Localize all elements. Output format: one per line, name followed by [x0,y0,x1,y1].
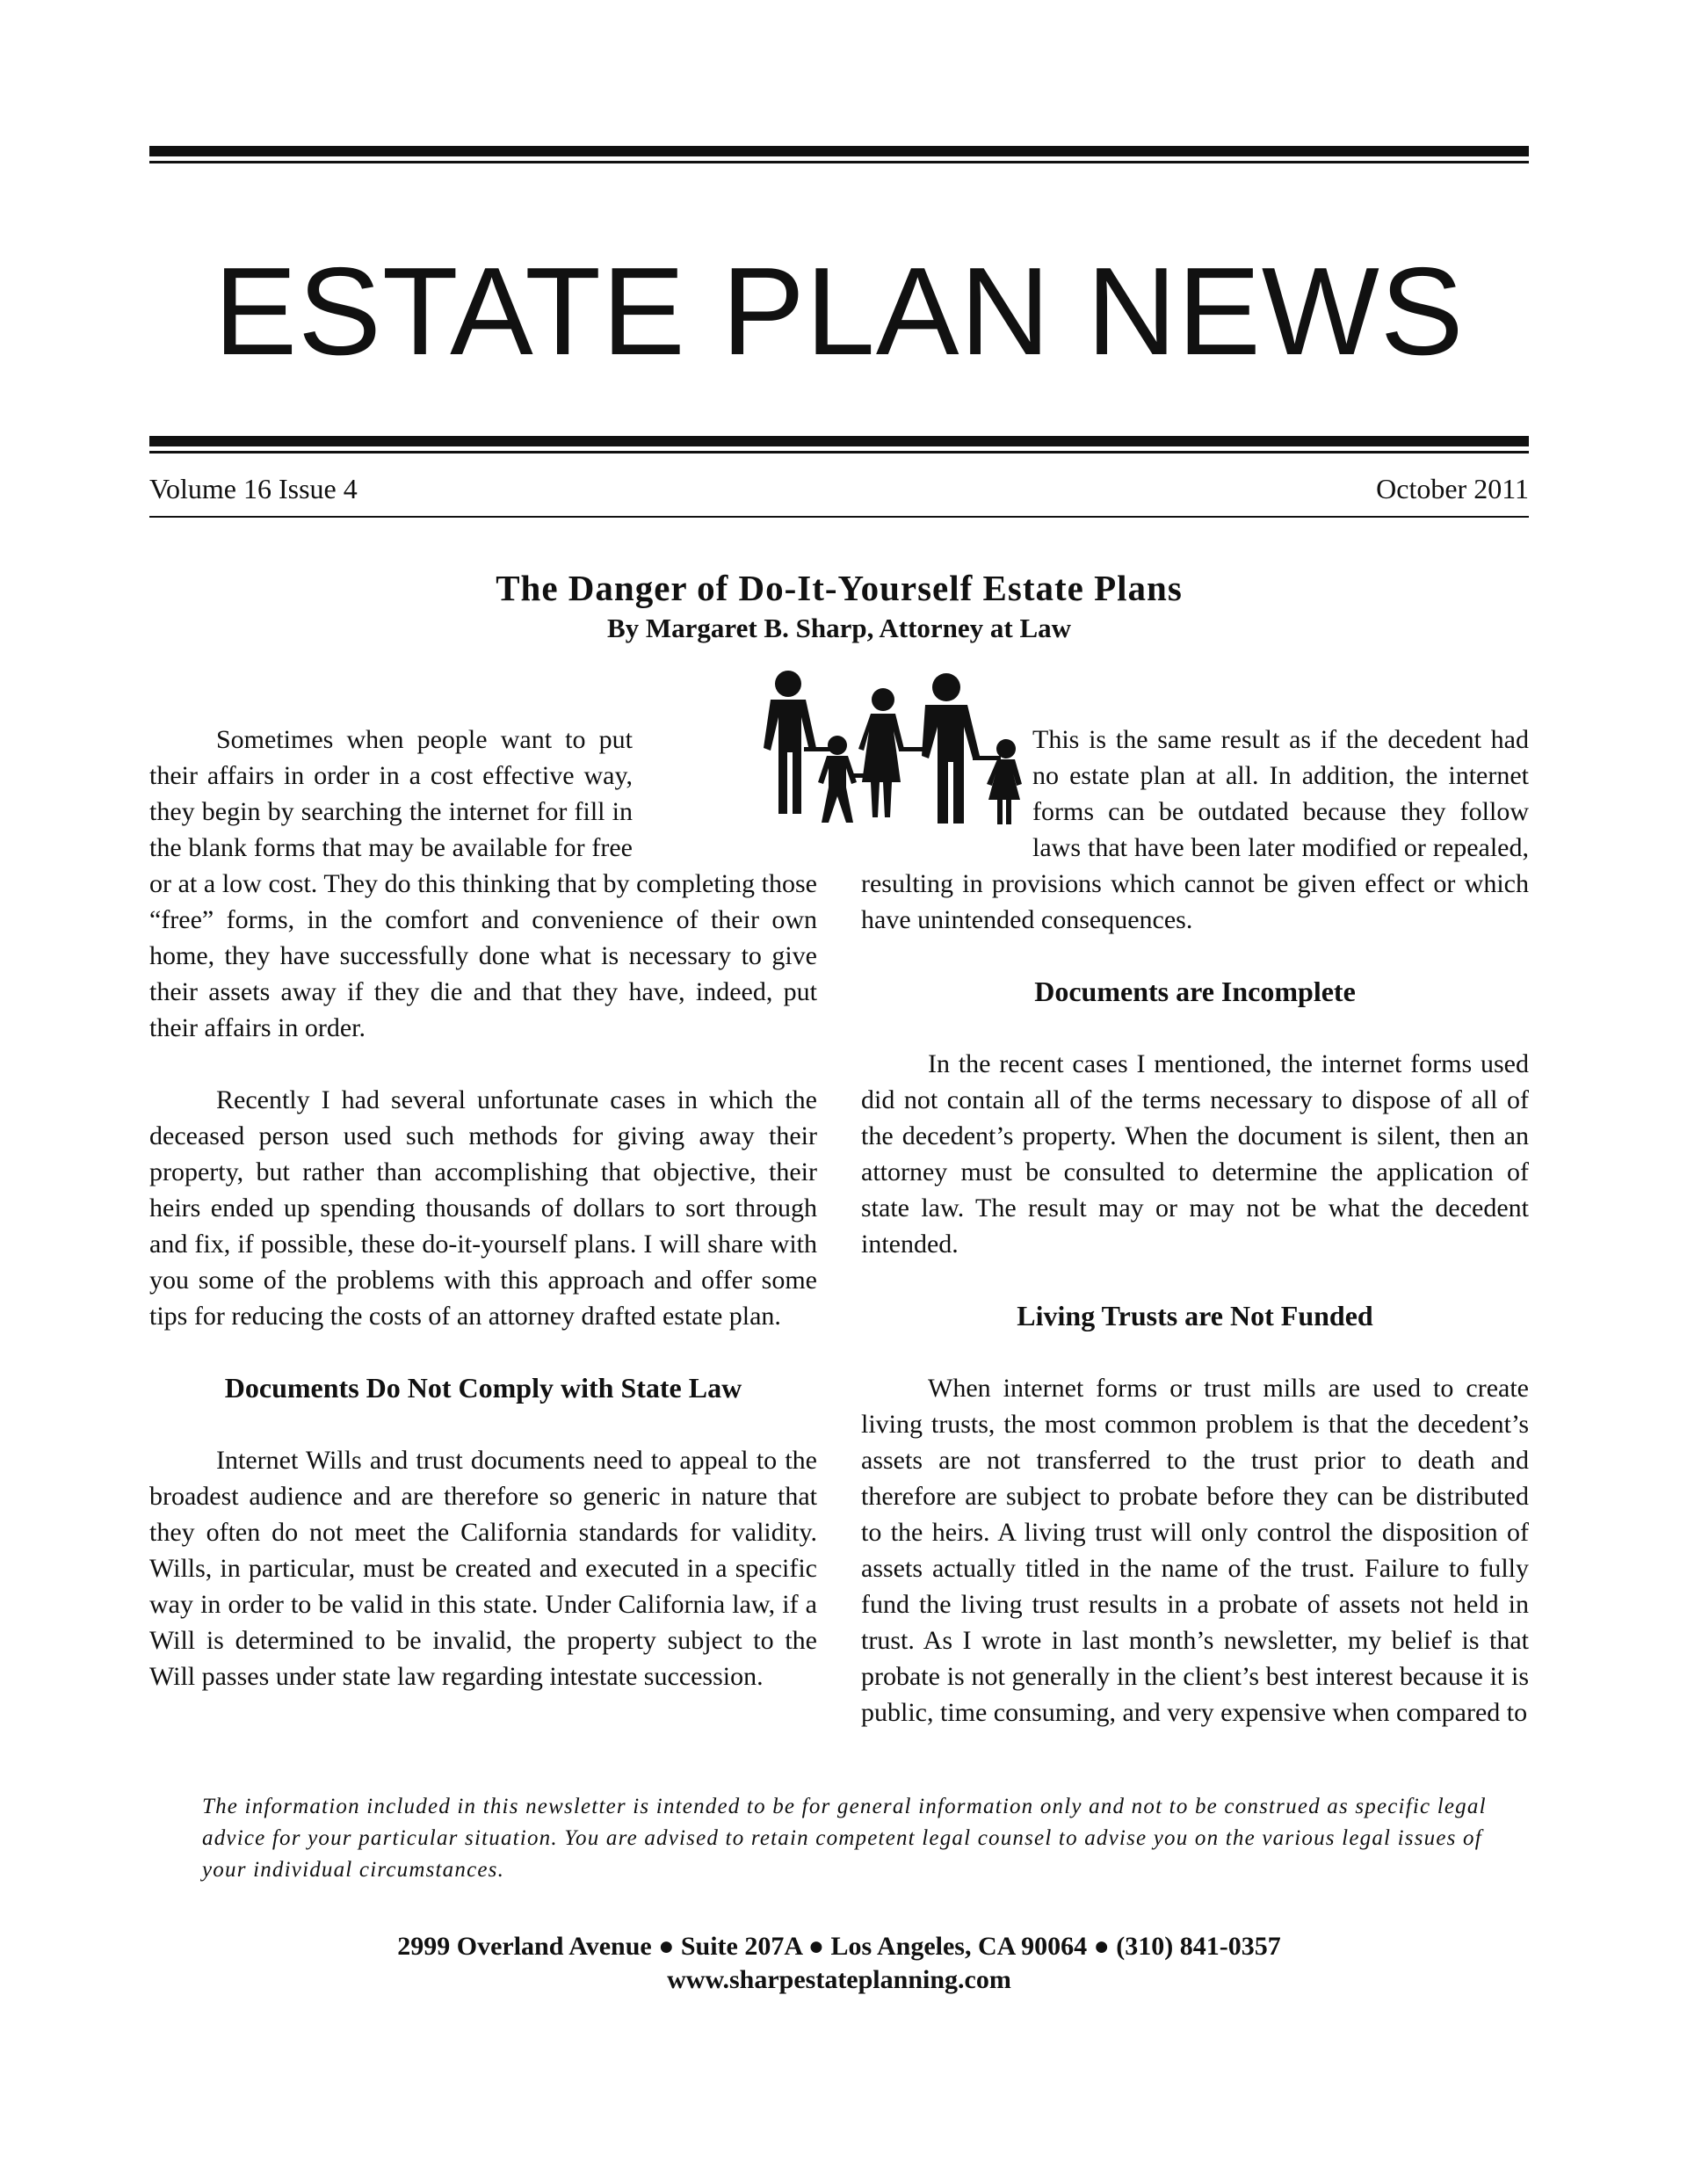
mid-rule [149,436,1529,446]
paragraph: In the recent cases I mentioned, the internet forms used did not contain all of the terms necessary to dispose of all of the decedent’s property. When the document is silent, then an attorney must be consulted to determine the application of state law. The result may or may not be what the decedent intended. [861,1049,1529,1259]
section-heading: Documents Do Not Comply with State Law [224,1372,742,1404]
paragraph: Internet Wills and trust documents need to appeal to the broadest audience and are therefore so generic in nature that they often do not meet the California standards for validity. Wills, in particular, must be created and executed in a specific way in order to be valid in this state. Under California law, if a Will is determined to be invalid, the property subject to the Will passes under state law regarding intestate succession. [149,1446,817,1691]
article-columns [149,722,1529,1767]
left-column [149,722,817,1767]
paragraph: This is the same result as if the decedent had no estate plan at all. In addition, the internet forms can be outdated because they follow laws that have been later modified or repealed, resulting in provisions which cannot be given effect or which have unintended consequences. [861,725,1529,934]
masthead-title: ESTATE PLAN NEWS [214,242,1465,381]
top-rule-thin [149,161,1529,163]
article-byline: By Margaret B. Sharp, Attorney at Law [606,613,1072,643]
section-heading: Living Trusts are Not Funded [1017,1300,1373,1331]
family-silhouette-icon [690,668,1147,831]
paragraph: When internet forms or trust mills are used to create living trusts, the most common problem is that the decedent’s assets are not transferred to the trust prior to death and therefore are subject to probate before they can be distributed to the heirs. A living trust will only control the disposition of assets actually titled in the name of the trust. Failure to fully fund the living trust results in a probate of assets not held in trust. As I wrote in last month’s newsletter, my belief is that probate is not generally in the client’s best interest because it is public, time consuming, and very expensive when compared to [861,1374,1529,1727]
footer [149,1930,1529,1997]
paragraph: Sometimes when people want to put their affairs in order in a cost effective way, they begin by searching the internet for fill in the blank forms that may be available for free or at a low cost. They do this thinking that by completing those “free” forms, in the comfort and convenience of their own home, they have successfully done what is necessary to give their assets away if they die and that they have, indeed, put their affairs in order. [149,725,817,1042]
issue-date: October 2011 [1376,473,1529,504]
issue-bar [149,473,1529,518]
top-rule [149,146,1529,156]
paragraph: Recently I had several unfortunate cases in which the deceased person used such methods for giving away their property, but rather than accomplishing that objective, their heirs ended up spending thousands of dollars to sort through and fix, if possible, these do-it-yourself plans. I will share with you some of the problems with this approach and offer some tips for reducing the costs of an attorney drafted estate plan. [149,1085,817,1331]
mid-rule-thin [149,451,1529,453]
volume-label: Volume 16 Issue 4 [149,473,358,504]
footer-address: 2999 Overland Avenue ● Suite 207A ● Los Angeles, CA 90064 ● (310) 841-0357 [397,1932,1281,1961]
article-headline: The Danger of Do-It-Yourself Estate Plans [496,568,1183,608]
newsletter-page [149,146,1529,1997]
disclaimer: The information included in this newsletter is intended to be for general information only and not to be construed as specific legal advice for your particular situation. You are advised to retain competent legal counsel to advise you on the various legal issues of your individual circumstances. [202,1795,1487,1882]
right-column [861,722,1529,1767]
footer-website: www.sharpestateplanning.com [667,1965,1011,1994]
section-heading: Documents are Incomplete [1034,976,1356,1007]
